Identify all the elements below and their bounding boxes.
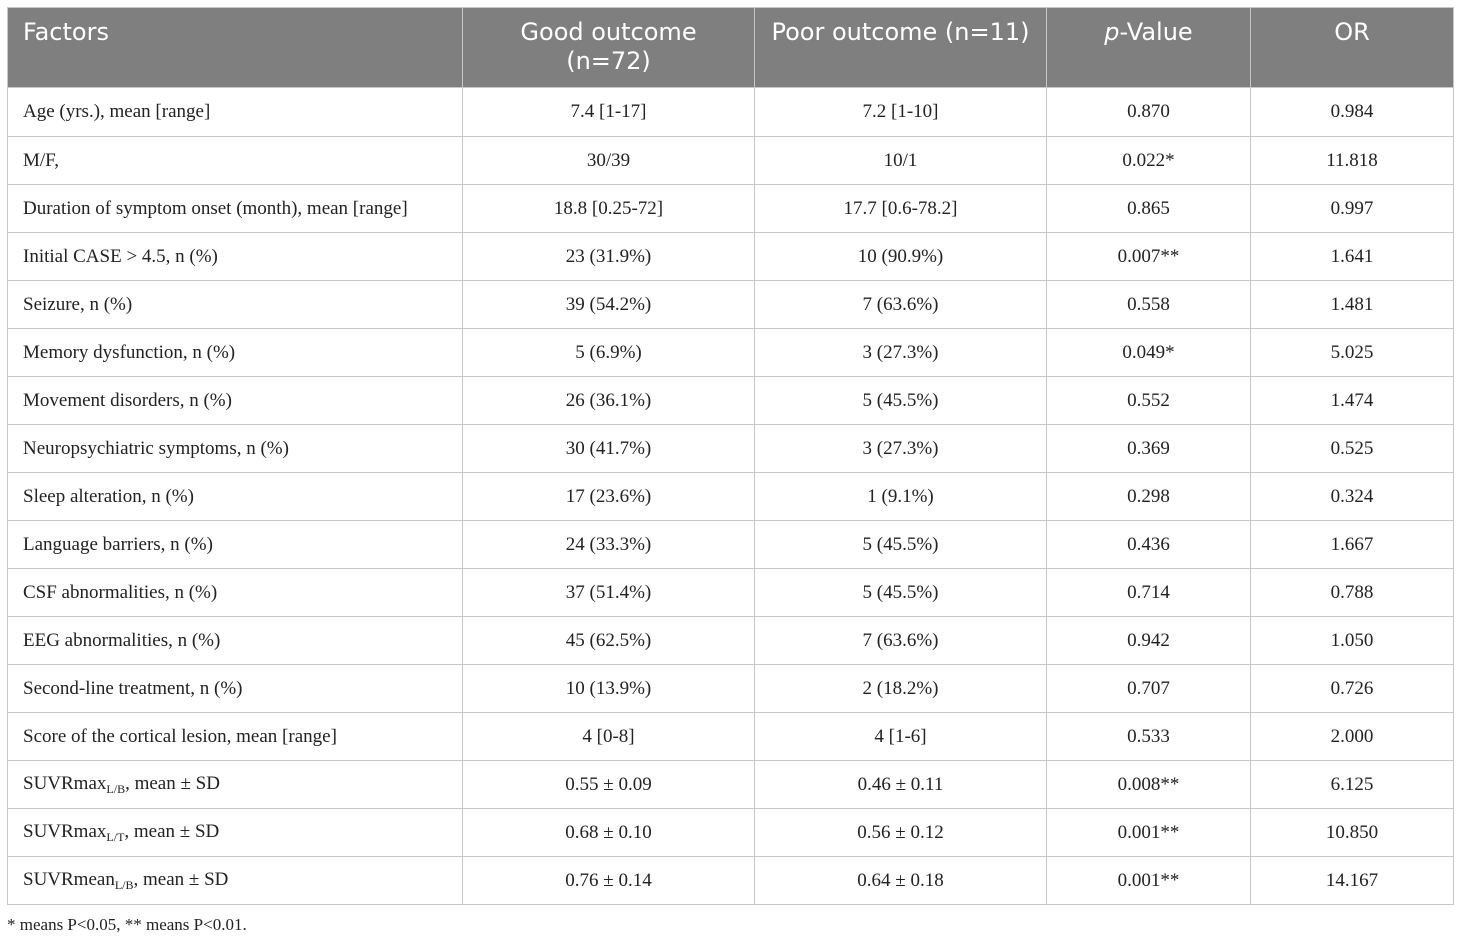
cell-good-outcome: 17 (23.6%) <box>463 473 755 521</box>
factor-subscript: L/T <box>106 829 125 844</box>
cell-poor-outcome: 5 (45.5%) <box>755 377 1047 425</box>
cell-poor-outcome: 5 (45.5%) <box>755 569 1047 617</box>
header-p-value <box>1047 8 1251 88</box>
cell-odds-ratio: 2.000 <box>1251 713 1454 761</box>
header-poor-outcome: Poor outcome (n=11) <box>755 8 1047 88</box>
cell-poor-outcome: 10 (90.9%) <box>755 233 1047 281</box>
row-factor-label <box>8 569 463 617</box>
cell-odds-ratio: 1.667 <box>1251 521 1454 569</box>
table-header <box>8 8 1454 88</box>
cell-good-outcome: 0.76 ± 0.14 <box>463 857 755 905</box>
cell-poor-outcome: 5 (45.5%) <box>755 521 1047 569</box>
table-row <box>8 233 1454 281</box>
factor-name-rest: , mean ± SD <box>124 820 220 842</box>
cell-poor-outcome: 2 (18.2%) <box>755 665 1047 713</box>
row-factor-label <box>8 857 463 905</box>
cell-poor-outcome: 1 (9.1%) <box>755 473 1047 521</box>
cell-poor-outcome: 10/1 <box>755 137 1047 185</box>
factor-name: Second-line treatment, n (%) <box>23 677 243 699</box>
factor-name: Duration of symptom onset (month), mean [range] <box>23 197 408 219</box>
factor-name: Neuropsychiatric symptoms, n (%) <box>23 437 289 459</box>
factor-name: Age (yrs.), mean [range] <box>23 101 211 122</box>
cell-good-outcome: 7.4 [1-17] <box>463 88 755 137</box>
cell-odds-ratio: 0.788 <box>1251 569 1454 617</box>
cell-good-outcome: 0.68 ± 0.10 <box>463 809 755 857</box>
row-factor-label <box>8 377 463 425</box>
cell-p-value: 0.707 <box>1047 665 1251 713</box>
row-factor-label <box>8 713 463 761</box>
cell-good-outcome: 24 (33.3%) <box>463 521 755 569</box>
cell-poor-outcome: 0.46 ± 0.11 <box>755 761 1047 809</box>
cell-p-value: 0.533 <box>1047 713 1251 761</box>
row-factor-label <box>8 425 463 473</box>
factor-name: SUVRmean <box>23 868 115 890</box>
cell-good-outcome: 39 (54.2%) <box>463 281 755 329</box>
factor-name: Seizure, n (%) <box>23 293 133 315</box>
cell-p-value: 0.865 <box>1047 185 1251 233</box>
factor-name: SUVRmax <box>23 772 107 794</box>
table-row <box>8 569 1454 617</box>
row-factor-label <box>8 473 463 521</box>
table-row <box>8 857 1454 905</box>
cell-poor-outcome: 0.56 ± 0.12 <box>755 809 1047 857</box>
cell-p-value: 0.008** <box>1047 761 1251 809</box>
cell-good-outcome: 26 (36.1%) <box>463 377 755 425</box>
cell-p-value: 0.714 <box>1047 569 1251 617</box>
row-factor-label <box>8 233 463 281</box>
cell-good-outcome: 30 (41.7%) <box>463 425 755 473</box>
cell-good-outcome: 23 (31.9%) <box>463 233 755 281</box>
cell-odds-ratio: 14.167 <box>1251 857 1454 905</box>
factor-name: SUVRmax <box>23 820 107 842</box>
header-factors: Factors <box>8 8 463 88</box>
cell-p-value: 0.049* <box>1047 329 1251 377</box>
table-row <box>8 617 1454 665</box>
cell-poor-outcome: 7 (63.6%) <box>755 617 1047 665</box>
cell-odds-ratio: 0.324 <box>1251 473 1454 521</box>
cell-p-value: 0.007** <box>1047 233 1251 281</box>
cell-good-outcome: 0.55 ± 0.09 <box>463 761 755 809</box>
cell-odds-ratio: 11.818 <box>1251 137 1454 185</box>
factor-name: CSF abnormalities, n (%) <box>23 581 218 603</box>
table-body <box>8 88 1454 905</box>
cell-poor-outcome: 7 (63.6%) <box>755 281 1047 329</box>
table-row <box>8 665 1454 713</box>
table-row <box>8 329 1454 377</box>
header-good-outcome <box>463 8 755 88</box>
factor-name: EEG abnormalities, n (%) <box>23 629 221 651</box>
factor-name: Memory dysfunction, n (%) <box>23 341 236 363</box>
factor-name: Movement disorders, n (%) <box>23 389 232 411</box>
table-row <box>8 185 1454 233</box>
cell-odds-ratio: 6.125 <box>1251 761 1454 809</box>
table-row <box>8 761 1454 809</box>
factor-subscript: L/B <box>114 877 134 892</box>
cell-odds-ratio: 0.726 <box>1251 665 1454 713</box>
row-factor-label <box>8 329 463 377</box>
table-row <box>8 377 1454 425</box>
table-row <box>8 473 1454 521</box>
table-row <box>8 809 1454 857</box>
cell-poor-outcome: 7.2 [1-10] <box>755 88 1047 137</box>
row-factor-label <box>8 809 463 857</box>
cell-p-value: 0.942 <box>1047 617 1251 665</box>
results-table-container <box>7 7 1453 905</box>
table-row <box>8 713 1454 761</box>
factor-name: Initial CASE > 4.5, n (%) <box>23 245 218 267</box>
cell-p-value: 0.022* <box>1047 137 1251 185</box>
cell-odds-ratio: 1.481 <box>1251 281 1454 329</box>
cell-p-value: 0.870 <box>1047 88 1251 137</box>
cell-odds-ratio: 0.525 <box>1251 425 1454 473</box>
table-row <box>8 281 1454 329</box>
row-factor-label <box>8 665 463 713</box>
cell-odds-ratio: 1.050 <box>1251 617 1454 665</box>
cell-p-value: 0.436 <box>1047 521 1251 569</box>
cell-good-outcome: 10 (13.9%) <box>463 665 755 713</box>
cell-p-value: 0.298 <box>1047 473 1251 521</box>
cell-p-value: 0.552 <box>1047 377 1251 425</box>
table-row <box>8 425 1454 473</box>
table-row <box>8 88 1454 137</box>
cell-p-value: 0.558 <box>1047 281 1251 329</box>
cell-odds-ratio: 1.641 <box>1251 233 1454 281</box>
row-factor-label <box>8 521 463 569</box>
cell-p-value: 0.001** <box>1047 857 1251 905</box>
header-p-rest: -Value <box>1119 18 1193 46</box>
factor-name-rest: , mean ± SD <box>133 868 229 890</box>
cell-odds-ratio: 0.984 <box>1251 88 1454 137</box>
factor-name-rest: , mean ± SD <box>125 772 220 794</box>
cell-odds-ratio: 0.997 <box>1251 185 1454 233</box>
cell-good-outcome: 5 (6.9%) <box>463 329 755 377</box>
cell-odds-ratio: 5.025 <box>1251 329 1454 377</box>
row-factor-label <box>8 185 463 233</box>
factor-name: Sleep alteration, n (%) <box>23 485 194 507</box>
factor-name: Score of the cortical lesion, mean [range] <box>23 725 337 747</box>
cell-good-outcome: 37 (51.4%) <box>463 569 755 617</box>
cell-poor-outcome: 0.64 ± 0.18 <box>755 857 1047 905</box>
cell-poor-outcome: 3 (27.3%) <box>755 329 1047 377</box>
header-p-italic: p <box>1104 18 1120 46</box>
header-odds-ratio: OR <box>1251 8 1454 88</box>
factor-name: M/F, <box>23 149 59 171</box>
cell-p-value: 0.369 <box>1047 425 1251 473</box>
cell-poor-outcome: 4 [1-6] <box>755 713 1047 761</box>
cell-good-outcome: 18.8 [0.25-72] <box>463 185 755 233</box>
factor-subscript: L/B <box>106 781 126 796</box>
header-good-outcome-label: Good outcome (n=72) <box>520 18 697 75</box>
row-factor-label <box>8 137 463 185</box>
factor-name: Language barriers, n (%) <box>23 533 213 555</box>
cell-good-outcome: 4 [0-8] <box>463 713 755 761</box>
cell-odds-ratio: 10.850 <box>1251 809 1454 857</box>
cell-p-value: 0.001** <box>1047 809 1251 857</box>
header-row <box>8 8 1454 88</box>
table-footnote: * means P<0.05, ** means P<0.01. <box>7 915 247 934</box>
cell-poor-outcome: 3 (27.3%) <box>755 425 1047 473</box>
cell-good-outcome: 30/39 <box>463 137 755 185</box>
row-factor-label <box>8 617 463 665</box>
outcome-factors-table <box>7 7 1454 905</box>
row-factor-label <box>8 761 463 809</box>
row-factor-label <box>8 281 463 329</box>
cell-odds-ratio: 1.474 <box>1251 377 1454 425</box>
cell-good-outcome: 45 (62.5%) <box>463 617 755 665</box>
table-row <box>8 521 1454 569</box>
row-factor-label <box>8 88 463 137</box>
table-row <box>8 137 1454 185</box>
cell-poor-outcome: 17.7 [0.6-78.2] <box>755 185 1047 233</box>
